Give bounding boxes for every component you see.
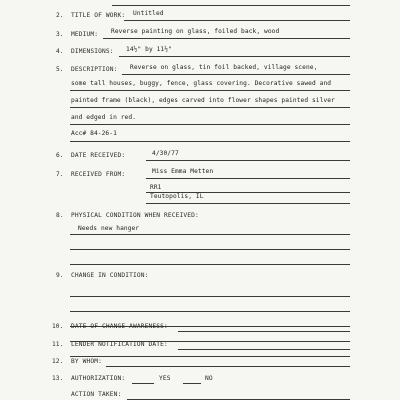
title-value: Untitled: [133, 10, 164, 17]
title-rule: [124, 20, 350, 21]
lender-notification-label: LENDER NOTIFICATION DATE:: [71, 341, 168, 348]
description-line: painted frame (black), edges carved into flower shapes painted silver: [71, 97, 335, 104]
description-rule: [70, 141, 350, 142]
dimensions-rule: [119, 56, 350, 57]
description-rule: [122, 74, 350, 75]
field-number: 13.: [52, 375, 64, 382]
field-number: 12.: [52, 358, 64, 365]
yes-option: YES: [159, 375, 171, 382]
received-from-label: RECEIVED FROM:: [71, 171, 126, 178]
change-rule: [70, 311, 350, 312]
field-number: 3.: [56, 31, 64, 38]
description-rule: [70, 107, 350, 108]
description-rule: [70, 90, 350, 91]
condition-rule: [70, 264, 350, 265]
description-line: and edged in red.: [71, 114, 137, 121]
field-number: 11.: [52, 341, 64, 348]
accession-number: Acc# 84-26-1: [71, 130, 117, 137]
dimensions-value: 14½" by 11½": [126, 46, 172, 53]
physical-condition-value: Needs new hanger: [78, 225, 140, 232]
medium-label: MEDIUM:: [71, 31, 99, 38]
description-rule: [70, 124, 350, 125]
field-number: 4.: [56, 48, 64, 55]
received-from-value: Miss Emma Metten: [152, 168, 214, 175]
change-awareness-label: DATE OF CHANGE AWARENESS:: [71, 323, 168, 330]
field-number: 2.: [56, 12, 64, 19]
field-number: 8.: [56, 212, 64, 219]
by-whom-rule: [106, 366, 350, 367]
field-number: 6.: [56, 152, 64, 159]
date-received-rule: [146, 160, 350, 161]
change-rule: [70, 296, 350, 297]
no-option: NO: [205, 375, 213, 382]
change-awareness-rule: [178, 331, 350, 332]
medium-value: Reverse painting on glass, foiled back, wood: [111, 28, 280, 35]
date-received-value: 4/30/77: [152, 150, 179, 157]
field-number: 7.: [56, 171, 64, 178]
description-label: DESCRIPTION:: [71, 66, 118, 73]
condition-rule: [70, 234, 350, 235]
date-received-label: DATE RECEIVED:: [71, 152, 126, 159]
dimensions-label: DIMENSIONS:: [71, 48, 114, 55]
action-taken-label: ACTION TAKEN:: [71, 391, 122, 398]
physical-condition-label: PHYSICAL CONDITION WHEN RECEIVED:: [71, 212, 199, 219]
authorization-label: AUTHORIZATION:: [71, 375, 126, 382]
received-from-rule: [146, 178, 350, 179]
change-rule: [70, 356, 350, 357]
received-from-rule: [146, 203, 350, 204]
no-blank[interactable]: [183, 383, 201, 384]
description-line: some tall houses, buggy, fence, glass covering. Decorative sawed and: [71, 80, 332, 87]
received-from-line: Teutopolis, IL: [150, 193, 204, 200]
yes-blank[interactable]: [132, 383, 154, 384]
field-number: 9.: [56, 272, 64, 279]
medium-rule: [103, 38, 350, 39]
title-label: TITLE OF WORK:: [71, 12, 126, 19]
description-value: Reverse on glass, tin foil backed, village scene,: [130, 64, 318, 71]
condition-rule: [70, 249, 350, 250]
top-rule: [112, 5, 350, 6]
by-whom-label: BY WHOM:: [71, 358, 103, 365]
received-from-line: RR1: [150, 184, 162, 191]
field-number: 5.: [56, 66, 64, 73]
lender-notification-rule: [178, 349, 350, 350]
field-number: 10.: [52, 323, 64, 330]
change-condition-label: CHANGE IN CONDITION:: [71, 272, 149, 279]
